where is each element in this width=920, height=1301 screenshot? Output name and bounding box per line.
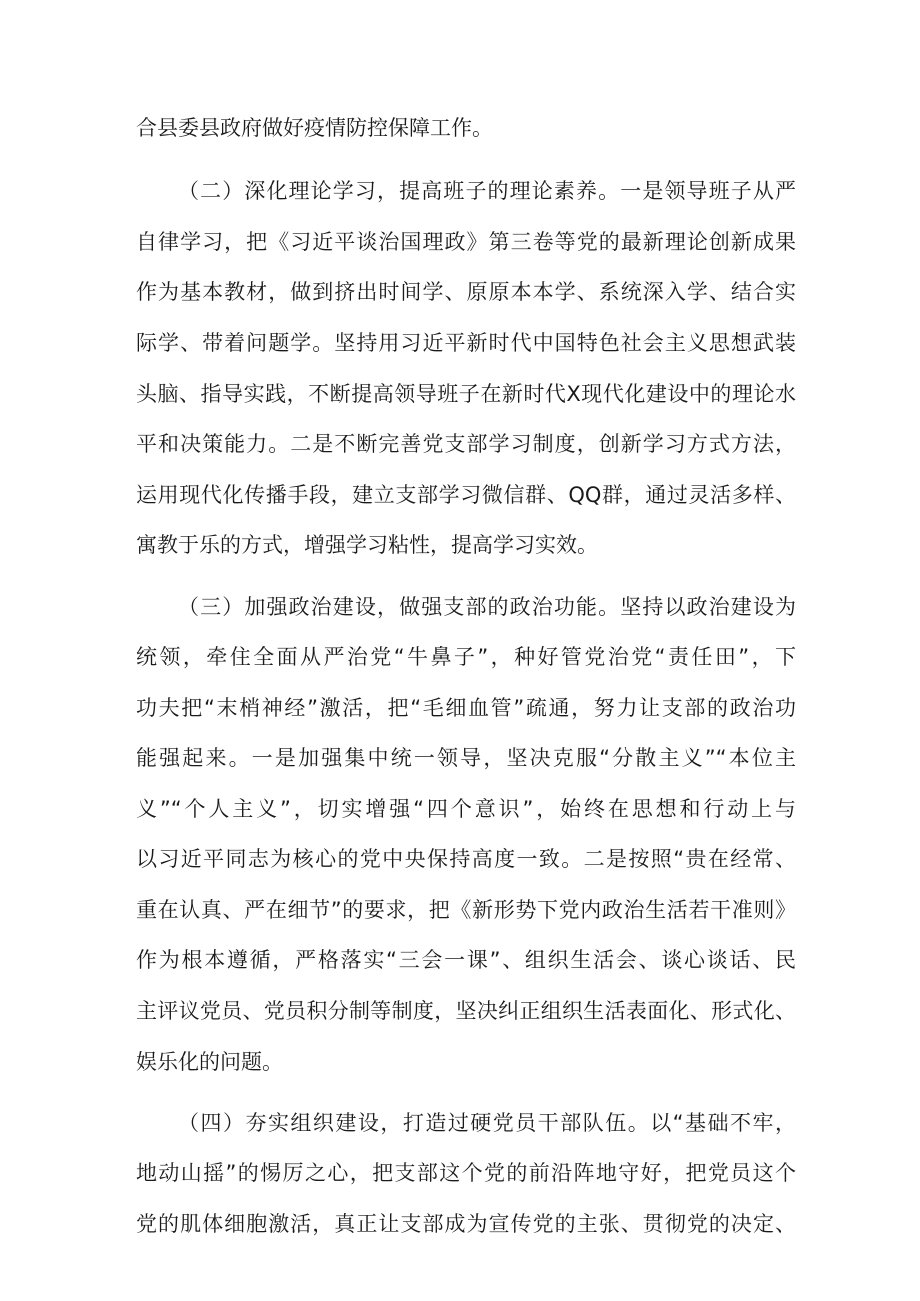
text-line: 运用现代化传播手段，建立支部学习微信群、QQ群，通过灵活多样、 [136, 483, 796, 507]
section-heading-line: （二）深化理论学习，提高班子的理论素养。一是领导班子从严 [178, 179, 796, 203]
section-heading-line: （三）加强政治建设，做强支部的政治功能。坚持以政治建设为 [178, 595, 796, 619]
text-line: 寓教于乐的方式，增强学习粘性，提高学习实效。 [136, 533, 598, 557]
text-line: 平和决策能力。二是不断完善党支部学习制度，创新学习方式方法， [136, 432, 796, 456]
text-line: 能强起来。一是加强集中统一领导，坚决克服“分散主义”“本位主 [136, 746, 796, 770]
text-line: 地动山摇”的惕厉之心，把支部这个党的前沿阵地守好，把党员这个 [136, 1161, 796, 1185]
text-line: 主评议党员、党员积分制等制度，坚决纠正组织生活表面化、形式化、 [136, 999, 796, 1023]
text-line: 义”“个人主义”，切实增强“四个意识”，始终在思想和行动上与 [136, 797, 796, 821]
text-line: 党的肌体细胞激活，真正让支部成为宣传党的主张、贯彻党的决定、 [136, 1212, 796, 1236]
text-line: 统领，牵住全面从严治党“牛鼻子”，种好管党治党“责任田”，下 [136, 645, 796, 669]
text-line: 功夫把“末梢神经”激活，把“毛细血管”疏通，努力让支部的政治功 [136, 696, 796, 720]
text-line: 重在认真、严在细节”的要求，把《新形势下党内政治生活若干准则》 [136, 898, 796, 922]
text-line: 合县委县政府做好疫情防控保障工作。 [136, 116, 493, 140]
text-line: 自律学习，把《习近平谈治国理政》第三卷等党的最新理论创新成果 [136, 230, 796, 254]
text-line: 娱乐化的问题。 [136, 1050, 283, 1074]
text-line: 际学、带着问题学。坚持用习近平新时代中国特色社会主义思想武装 [136, 331, 796, 355]
text-line: 作为根本遵循，严格落实“三会一课”、组织生活会、谈心谈话、民 [136, 948, 796, 972]
text-line: 以习近平同志为核心的党中央保持高度一致。二是按照“贵在经常、 [136, 847, 796, 871]
text-line: 头脑、指导实践，不断提高领导班子在新时代X现代化建设中的理论水 [136, 382, 796, 406]
text-line: 作为基本教材，做到挤出时间学、原原本本学、系统深入学、结合实 [136, 280, 796, 304]
section-heading-line: （四）夯实组织建设，打造过硬党员干部队伍。以“基础不牢， [178, 1111, 796, 1135]
